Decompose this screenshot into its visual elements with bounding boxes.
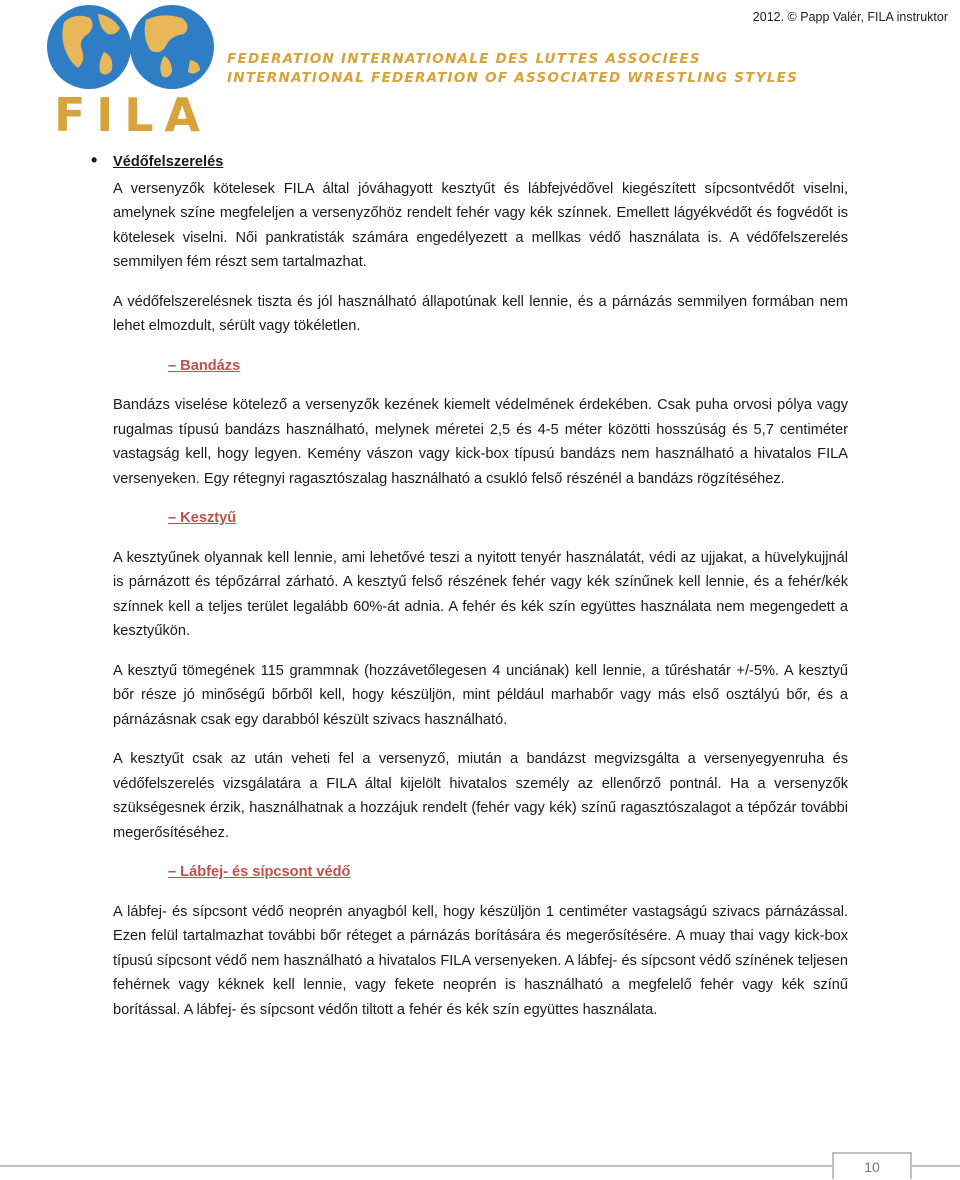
subheading-title: – Kesztyű [168, 510, 237, 526]
org-name [227, 50, 798, 88]
header-note: 2012. © Papp Valér, FILA instruktor [752, 10, 948, 24]
subheading-title: – Bandázs [168, 357, 241, 374]
logo-text: FILA [54, 88, 200, 135]
footer-divider [0, 1165, 960, 1167]
paragraph: A versenyzők kötelesek FILA által jóváhagyott kesztyűt és lábfejvédővel kiegészített sípcsontvédőt viselni, amelynek színe megfeleljen a versenyzőhöz rendelt fehér vagy kék színnek. Emellett lágyékvédőt és fogvédőt is kötelesek viselni. Női pankratisták számára engedélyezett a mellkas védő használata is. A védőfelszerelés semmilyen fém részt sem tartalmazhat. [113, 180, 848, 270]
page-number: 10 [832, 1152, 912, 1179]
org-name-english: INTERNATIONAL FEDERATION OF ASSOCIATED WRESTLING STYLES [227, 70, 799, 86]
subheading-kesztyu [113, 506, 848, 531]
paragraph: A kesztyű tömegének 115 grammnak (hozzávetőlegesen 4 unciának) kell lennie, a tűréshatár +/-5%. A kesztyű bőr része jó minőségű bőrből kell, hogy készüljön, mint például marhabőr vagy más első osztályú bőr, és a párnázásnak csak egy darabból készült szivacs használható. [113, 662, 848, 728]
bullet-icon: • [91, 150, 98, 170]
document-body [91, 150, 848, 1022]
paragraph: A kesztyűnek olyannak kell lennie, ami lehetővé teszi a nyitott tenyér használatát, védi az ujjakat, a hüvelykujjnál is párnázott és tépőzárral zárható. A kesztyű felső részének fehér vagy kék színűnek kell lennie, és a fehér/kék színnek kell a teljes terület legalább 60%-át adnia. A fehér és kék szín együttes használata nem megengedett a kesztyűkön. [113, 549, 848, 639]
paragraph: A védőfelszerelésnek tiszta és jól használható állapotúnak kell lennie, és a párnázás semmilyen formában nem lehet elmozdult, sérült vagy tökéletlen. [113, 293, 848, 334]
section-title: Védőfelszerelés [113, 154, 224, 170]
subheading-labfej [113, 860, 848, 885]
subheading-bandazs [113, 354, 848, 379]
paragraph: A kesztyűt csak az után veheti fel a versenyző, miután a bandázst megvizsgálta a versenyegyenruha és védőfelszerelés vizsgálatára a FILA által kijelölt hivatalos személy az ellenőrző pontnál. Ha a versenyzők szükségesnek érzik, használhatnak a hozzájuk rendelt (fehér vagy kék) színű ragasztószalagot a tépőzár további megerősítéséhez. [113, 751, 848, 841]
globe-icon-left [47, 5, 131, 89]
section-heading [91, 150, 848, 175]
paragraph: A lábfej- és sípcsont védő neoprén anyagból kell, hogy készüljön 1 centiméter vastagságú szivacs párnázással. Ezen felül tartalmazhat további bőr réteget a párnázás borítására és megerősítésére. A muay thai vagy kick-box típusú sípcsont védő nem használható a hivatalos FILA versenyeken. A lábfej- és sípcsont védő színének teljesen fehérnek vagy kéknek kell lennie, vagy fekete neoprén is használható a megfelelő fehér vagy kék színű borítással. A lábfej- és sípcsont védőn tiltott a fehér és kék szín együttes használata. [113, 903, 848, 1018]
org-name-french: FEDERATION INTERNATIONALE DES LUTTES ASSOCIEES [227, 51, 701, 67]
subheading-title: – Lábfej- és sípcsont védő [168, 864, 351, 880]
fila-logo [46, 0, 216, 135]
paragraph: Bandázs viselése kötelező a versenyzők kezének kiemelt védelmének érdekében. Csak puha orvosi pólya vagy rugalmas típusú bandázs használható, melynek méretei 2,5 és 4-5 méter közötti hosszúság és 5,7 centiméter vastagság kell, hogy legyen. Kemény vászon vagy kick-box típusú bandázs nem használható a hivatalos FILA versenyeken. Egy rétegnyi ragasztószalag használható a csukló felső részénél a bandázs rögzítéséhez. [113, 397, 848, 487]
globe-icon-right [130, 5, 214, 89]
